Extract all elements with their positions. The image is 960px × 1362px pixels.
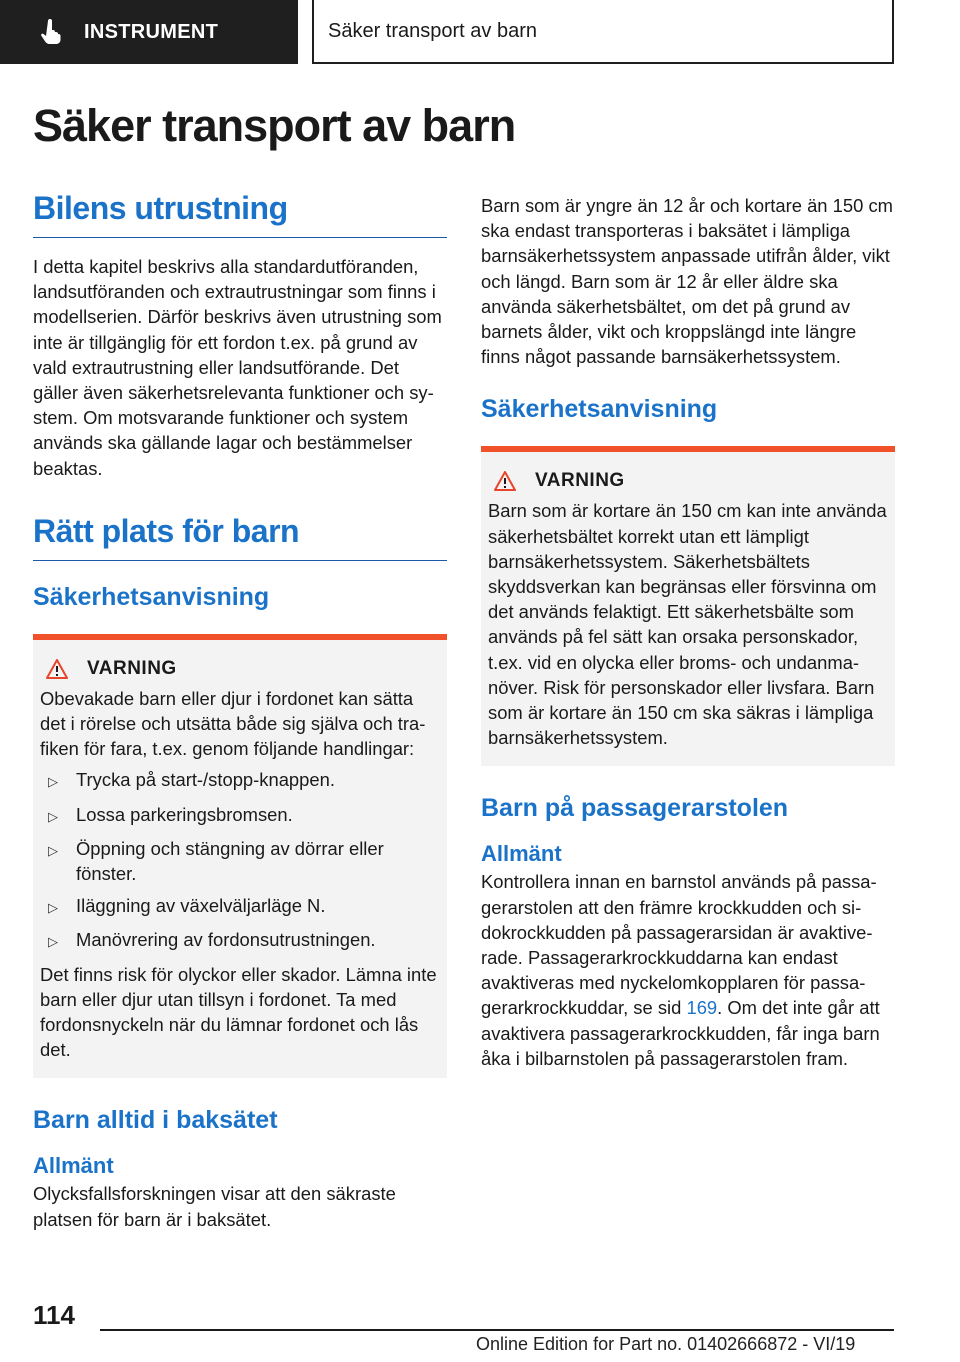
warning-title: VARNING [87,657,177,679]
page-title: Säker transport av barn [33,100,516,151]
warning-header [494,470,888,492]
right-column [481,193,895,1071]
list-item: ▷ Iläggning av växelväljarläge N. [40,893,440,920]
heading-right-place: Rätt plats för barn [33,513,447,561]
warning-box-left [33,634,447,1079]
warning-list [40,767,440,954]
warning-intro: Obevakade barn eller djur i fordonet kan sätta det i rörelse och utsätta både sig själva och trafiken för fara, t.ex. genom följande handlingar: [40,687,426,760]
header-tab-label: INSTRUMENT [84,20,219,43]
paragraph-intro-right: Barn som är yngre än 12 år och kortare än 150 cm ska endast transporteras i baksätet i lämpliga barnsäkerhetssystem anpassade utifrån ålder, vikt och längd. Barn som är 12 år eller äldre ska använda säkerhetsbältet, om det på grund av barnets ålder, vikt och kroppslängd inte längre finns något passande barnsäkerhetssystem. [481,195,893,368]
paragraph-general-left: Olycksfallsforskningen visar att den säkraste platsen för barn är i baksätet. [33,1183,396,1230]
hand-pointer-icon [40,19,62,45]
heading-general-right: Allmänt [481,841,562,867]
warning-triangle-icon [494,471,516,491]
page-number: 114 [33,1300,75,1330]
header-tab [0,0,298,64]
heading-general-left: Allmänt [33,1153,114,1179]
bullet-triangle-icon: ▷ [48,774,58,790]
paragraph-passenger: Kontrollera innan en barnstol används på passagerarstolen att den främre krockkudden och sidokrockkudden på passagerarsidan är avaktiverade. Passagerarkrockkuddarna kan endast avaktiveras med nyckelomkopplaren för passagerarkrockkuddar, se sid 169. Om det inte går att avaktivera passagerarkrockkudden, får inga barn åka i bilbarnstolen på passagerarstolen fram. [481,871,880,1069]
bullet-triangle-icon: ▷ [48,934,58,950]
warning-text: Barn som är kortare än 150 cm kan inte använda säkerhetsbältet korrekt utan ett lämpligt barnsäkerhetssystem. Säkerhetsbältets skyddsverkan kan begränsas eller försvinna om det används felaktigt. Ett säkerhetsbälte som används på fel sätt kan orsaka personskador, t.ex. vid en olycka eller broms- och undanmanöver. Risk för personskador eller livsfara. Barn som är kortare än 150 cm ska säkras i lämpliga barnsäkerhetssystem. [488,500,887,749]
warning-box-right [481,446,895,766]
left-column [33,190,447,1232]
bullet-triangle-icon: ▷ [48,842,58,858]
page-link-169[interactable]: 169 [686,997,718,1019]
bullet-triangle-icon: ▷ [48,900,58,916]
footer-divider [100,1329,894,1331]
list-item: ▷ Manövrering av fordonsutrustningen. [40,927,440,954]
header-section-box [312,0,894,64]
heading-equipment: Bilens utrustning [33,190,447,238]
footer-edition: Online Edition for Part no. 01402666872 - VI/19 [476,1334,856,1354]
list-item: ▷ Öppning och stängning av dörrar eller fönster. [40,836,440,886]
warning-title: VARNING [535,470,625,492]
warning-header [46,658,440,680]
bullet-triangle-icon: ▷ [48,808,58,824]
warning-outro: Det finns risk för olyckor eller skador. Lämna inte barn eller djur utan tillsyn i fordonet. Ta med fordonsnyckeln när du lämnar fordonet och lås det. [40,963,437,1061]
list-item: ▷ Lossa parkeringsbromsen. [40,802,440,829]
paragraph-equipment: I detta kapitel beskrivs alla standardutföranden, landsutföranden och extrautrustningar som finns i modellserien. Därför beskrivs även utrustning som inte är tillgänglig för ett fordon t.ex. på grund av vald extrautrustning eller landsutförande. Det gäller även säkerhetsrelevanta funktioner och system. Om motsvarande funktioner och system används ska gällande lagar och bestämmelser beaktas. [33,256,442,479]
warning-triangle-icon [46,659,68,679]
heading-passenger-seat: Barn på passagerarstolen [481,794,789,823]
list-item: ▷ Trycka på start-/stopp-knappen. [40,767,440,794]
heading-backseat: Barn alltid i baksätet [33,1106,278,1135]
heading-safety-right: Säkerhetsanvisning [481,395,718,424]
header-section-title: Säker transport av barn [328,19,537,42]
heading-safety-left: Säkerhetsanvisning [33,582,270,611]
